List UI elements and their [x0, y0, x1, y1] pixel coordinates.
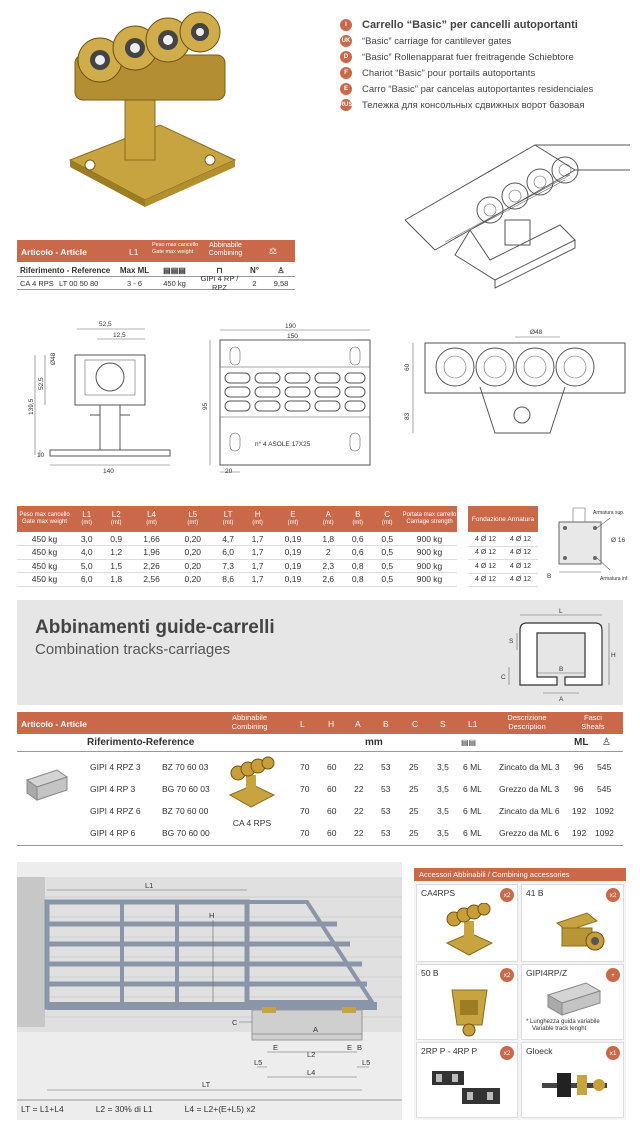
cell: 4 Ø 12 — [509, 562, 531, 570]
acc-badge: x1 — [606, 1046, 620, 1060]
cell: 70 — [300, 828, 310, 838]
cell: 0,8 — [343, 573, 372, 587]
cell: 2 — [252, 278, 257, 288]
cell: 60 — [327, 806, 337, 816]
cell: 1,7 — [243, 546, 272, 560]
50b-bracket-icon — [442, 980, 497, 1038]
cell: 4 Ø 12 — [474, 549, 496, 557]
table-row — [17, 546, 457, 560]
h-article: Articolo - Article — [21, 247, 87, 257]
dimensions-table — [17, 506, 457, 587]
cell: 22 — [354, 784, 364, 794]
combo-table-bottom-rule — [17, 845, 623, 846]
h-s: S — [440, 719, 446, 729]
cell: 3,0 — [72, 532, 101, 546]
cell: 1,5 — [101, 559, 130, 573]
rebar-drawing — [545, 500, 637, 585]
dim-text: 60 — [404, 363, 411, 371]
drawing-top — [202, 323, 370, 475]
table-row — [17, 822, 623, 844]
cell: 900 kg — [402, 559, 457, 573]
flag-e: E — [340, 83, 352, 95]
title-rus — [340, 97, 640, 113]
dim-text: 139,5 — [28, 398, 35, 415]
cell: 6,0 — [213, 546, 242, 560]
cell: 60 — [327, 762, 337, 772]
41b-roller-icon — [547, 903, 607, 958]
cell: 450 kg — [17, 573, 72, 587]
cell: 0,19 — [272, 532, 313, 546]
acc-title-it: Accessori Abbinabili — [419, 870, 486, 879]
hdr: (mt) — [287, 520, 299, 526]
cell: 1092 — [595, 828, 614, 838]
hdr: A — [325, 509, 331, 519]
rebar-label: Ø 16 — [611, 537, 626, 544]
gate-label: A — [313, 1025, 319, 1034]
table-row — [468, 533, 538, 547]
combo-title: Abbinamenti guide-carrelli — [35, 617, 275, 638]
h-b: B — [383, 719, 389, 729]
h-article: Articolo - Article — [21, 719, 87, 729]
cell: 60 — [327, 784, 337, 794]
hdr: (mt) — [81, 520, 93, 526]
dim-text: 10 — [37, 452, 45, 459]
dim-text: 150 — [287, 333, 298, 340]
hdr: LT — [223, 509, 233, 519]
acc-badge: x2 — [500, 1046, 514, 1060]
cell: 6 ML — [463, 828, 482, 838]
cell: 900 kg — [402, 532, 457, 546]
cell: GIPI 4 RPZ 6 — [90, 806, 141, 816]
cell: 25 — [409, 784, 419, 794]
h-combining: Abbinabile Combining — [231, 713, 268, 731]
cell: 2,3 — [314, 559, 343, 573]
cell: 1,7 — [243, 532, 272, 546]
gate-label: L5 — [362, 1058, 371, 1067]
hdr: (mt) — [222, 520, 234, 526]
cell: 1,7 — [243, 573, 272, 587]
cell: 2,56 — [131, 573, 172, 587]
dim-text: n° 4 ASOLE 17X25 — [255, 441, 311, 448]
profile-label: H — [611, 652, 616, 659]
sub-mm: mm — [365, 737, 383, 748]
ref-label: Riferimento - Reference — [20, 265, 111, 275]
cell: 0,6 — [343, 546, 372, 560]
h-h: H — [328, 719, 335, 729]
cell: 6,0 — [72, 573, 101, 587]
hdr: L4 — [147, 509, 156, 519]
carriage-photo — [40, 10, 240, 230]
combo-banner — [17, 600, 623, 705]
cell: 0,20 — [172, 546, 213, 560]
weight-icon: ⚖ — [269, 246, 278, 256]
cell: 6 ML — [463, 784, 482, 794]
cell: 4 Ø 12 — [509, 549, 531, 557]
cell: 450 kg — [17, 559, 72, 573]
profile-label: A — [559, 696, 564, 702]
drawing-side — [28, 321, 170, 475]
cell: BG 70 60 00 — [162, 828, 210, 838]
cell: 4,0 — [72, 546, 101, 560]
sub-ref: Riferimento-Reference — [87, 737, 195, 748]
cell: 3,5 — [437, 806, 449, 816]
combo-table-header — [17, 712, 623, 734]
cell: 1092 — [595, 806, 614, 816]
acc-note — [526, 1019, 600, 1033]
acc-note-1: * Lunghezza guida variabile — [526, 1019, 600, 1025]
hdr: Peso max cancello — [19, 511, 70, 518]
track-carriage-drawing — [395, 130, 635, 300]
cell: 6 ML — [463, 806, 482, 816]
cell: 0,19 — [272, 559, 313, 573]
title-f — [340, 65, 640, 81]
cell: 70 — [300, 806, 310, 816]
gate-label: E — [347, 1043, 353, 1052]
cell: 545 — [597, 784, 612, 794]
cell: 0,20 — [172, 559, 213, 573]
cell: 25 — [409, 762, 419, 772]
cell: 8,6 — [213, 573, 242, 587]
cell: 0,19 — [272, 573, 313, 587]
track-icon: ▤▤▤ — [163, 265, 186, 275]
rebar-label: B — [547, 573, 552, 580]
track-icon: ▤▤ — [461, 738, 477, 747]
title-d — [340, 49, 640, 65]
drawing-front — [404, 329, 625, 433]
accessory-card — [521, 1042, 624, 1118]
table-row — [17, 756, 623, 778]
cell: 3,5 — [437, 762, 449, 772]
hdr: (mt) — [146, 520, 157, 526]
cell: GIPI 4 RPZ 3 — [90, 762, 141, 772]
title-rus-text: Тележка для консольных сдвижных ворот базовая — [362, 99, 585, 111]
acc-note-2: Variable track lenght — [532, 1026, 587, 1032]
n-label: N° — [250, 265, 259, 275]
maxml-label: Max ML — [119, 265, 150, 275]
cell: 5,0 — [72, 559, 101, 573]
cell: 53 — [381, 784, 391, 794]
cell: 0,5 — [372, 532, 402, 546]
gate-label: B — [357, 1043, 363, 1052]
accessory-card — [416, 884, 518, 962]
cell: 3 - 6 — [126, 278, 142, 288]
formula: L4 = L2+(E+L5) x2 — [184, 1104, 256, 1114]
hdr: (mt) — [110, 520, 122, 526]
cell: 1,8 — [101, 573, 130, 587]
ca4rps-icon — [442, 903, 497, 958]
dim-text: 12,5 — [113, 332, 126, 339]
article-table — [17, 264, 295, 290]
hdr: L2 — [111, 509, 121, 519]
gate-label: LT — [202, 1080, 211, 1089]
formula: L2 = 30% di L1 — [95, 1104, 153, 1114]
h-c: C — [412, 719, 419, 729]
cell: 9,58 — [273, 278, 289, 288]
hdr: L5 — [188, 509, 198, 519]
cell: 2,26 — [131, 559, 172, 573]
acc-name: GIPI4RP/Z — [526, 968, 568, 978]
gate-panel — [17, 862, 402, 1120]
multilingual-titles — [340, 17, 640, 113]
cell: 25 — [409, 828, 419, 838]
combo-subtitle: Combination tracks-carriages — [35, 641, 231, 658]
cell: 900 kg — [402, 573, 457, 587]
cell: 4 Ø 12 — [474, 535, 496, 543]
flag-f: F — [340, 67, 352, 79]
article-row — [17, 274, 295, 292]
cell: 2 — [314, 546, 343, 560]
hdr: (mt) — [381, 520, 393, 526]
hdr: C — [384, 509, 391, 519]
cell: BZ 70 60 03 — [162, 762, 209, 772]
cell: 6 ML — [463, 762, 482, 772]
title-e-text: Carro “Basic” par cancelas autoportantes residenciales — [362, 83, 594, 95]
table-row — [17, 778, 623, 800]
cell: 450 kg — [17, 532, 72, 546]
cell: 192 — [572, 806, 587, 816]
track-profile-drawing — [487, 605, 617, 702]
gloeck-stopper-icon — [537, 1061, 617, 1111]
cell: 0,20 — [172, 573, 213, 587]
cell: GIPI 4 RP 3 — [90, 784, 136, 794]
cell: 22 — [354, 806, 364, 816]
hdr: E — [290, 509, 296, 519]
cell: 53 — [381, 806, 391, 816]
cell: 60 — [327, 828, 337, 838]
dim-text: Ø48 — [530, 329, 543, 336]
cell: Zincato da ML 3 — [499, 762, 560, 772]
cell: 1,7 — [243, 559, 272, 573]
title-d-text: “Basic” Rollenapparat fuer freitragende Schiebtore — [362, 51, 574, 63]
accessories-header: Accessori Abbinabili / Combining accessories — [414, 868, 626, 881]
profile-label: C — [501, 674, 506, 681]
profile-label: S — [509, 638, 514, 645]
profile-label: L — [559, 608, 563, 615]
dim-text: 140 — [103, 468, 114, 475]
cell: 900 kg — [402, 546, 457, 560]
hdr: L1 — [82, 509, 92, 519]
cell: BZ 70 60 00 — [162, 806, 209, 816]
flag-rus: RUS — [340, 99, 352, 111]
article-table-header — [17, 240, 295, 262]
dim-text: 20 — [225, 468, 233, 475]
hdr: Portata max carrello — [402, 511, 457, 518]
dim-text: Ø48 — [50, 352, 57, 365]
dim-text: 95 — [202, 402, 209, 410]
gate-label: L4 — [307, 1068, 316, 1077]
flag-it: I — [340, 19, 352, 31]
title-it — [340, 17, 640, 33]
technical-drawings — [15, 315, 630, 475]
accessory-card — [416, 964, 518, 1040]
accessories-panel — [414, 868, 626, 1120]
accessory-card — [416, 1042, 518, 1118]
cell: 1,2 — [101, 546, 130, 560]
cell: 7,3 — [213, 559, 242, 573]
cell: 53 — [381, 828, 391, 838]
table-row — [17, 559, 457, 573]
cell: 4 Ø 12 — [474, 562, 496, 570]
h-combining: Abbinabile Combining — [208, 242, 243, 257]
title-f-text: Chariot “Basic” pour portails autoportants — [362, 67, 536, 79]
cell: LT 00 50 80 — [59, 278, 99, 288]
combo-carriage-label: CA 4 RPS — [232, 818, 272, 828]
hdr: Gate max weight — [21, 519, 68, 525]
combo-rows — [17, 756, 623, 844]
title-it-text: Carrello “Basic” per cancelli autoportanti — [362, 19, 578, 31]
hdr: H — [254, 509, 261, 519]
profile-icon: ⊓ — [216, 265, 223, 275]
dim-text: 83 — [404, 412, 411, 420]
gate-label: E — [273, 1043, 279, 1052]
h-description: Descrizione Description — [507, 713, 547, 731]
acc-name: 41 B — [526, 888, 544, 898]
table-row — [17, 532, 457, 546]
cell: 0,9 — [101, 532, 130, 546]
cell: 25 — [409, 806, 419, 816]
accessory-card — [521, 964, 624, 1040]
gate-label: L5 — [254, 1058, 263, 1067]
gate-label: L1 — [145, 881, 154, 890]
weight-icon-2: ♙ — [277, 265, 285, 275]
cell: BG 70 60 03 — [162, 784, 210, 794]
hdr: (mt) — [252, 520, 263, 526]
hdr: Carriage strength — [406, 519, 453, 525]
cell: 0,5 — [372, 559, 402, 573]
table-row — [17, 800, 623, 822]
gate-drawing — [17, 862, 402, 1120]
acc-badge: x2 — [606, 888, 620, 902]
cell: 0,8 — [343, 559, 372, 573]
cell: 0,20 — [172, 532, 213, 546]
cell: 22 — [354, 762, 364, 772]
table-row — [468, 560, 538, 574]
h-l1: L1 — [468, 719, 478, 729]
sub-ml: ML — [574, 737, 589, 748]
foundation-header: Fondazione Armatura — [468, 506, 538, 532]
cell: 4 Ø 12 — [509, 576, 531, 584]
cell: 96 — [574, 784, 584, 794]
gate-label: C — [232, 1018, 238, 1027]
h-weight: Peso max cancello Gate max weight — [152, 242, 199, 255]
acc-title-en: Combining accessories — [491, 870, 570, 879]
cell: GIPI 4 RP 6 — [90, 828, 136, 838]
cell: 450 kg — [163, 278, 186, 288]
cell: CA 4 RPS — [20, 278, 54, 288]
cell: 1,66 — [131, 532, 172, 546]
h-sheafs: Fasci Sheafs — [581, 713, 605, 731]
acc-name: CA4RPS — [421, 888, 456, 898]
rebar-label: Armatura sup. — [593, 510, 625, 516]
dim-table-header — [17, 506, 457, 532]
cell: 96 — [574, 762, 584, 772]
flag-uk: UK — [340, 35, 352, 47]
acc-name: 50 B — [421, 968, 439, 978]
title-e — [340, 81, 640, 97]
table-row — [17, 573, 457, 587]
table-row — [468, 547, 538, 561]
cell: Grezzo da ML 3 — [499, 784, 560, 794]
cell: 545 — [597, 762, 612, 772]
cell: 3,5 — [437, 784, 449, 794]
hdr: (mt) — [187, 520, 199, 526]
combo-subheader — [17, 734, 623, 752]
title-uk-text: “Basic” carriage for cantilever gates — [362, 35, 512, 47]
accessory-card — [521, 884, 624, 962]
cell: 0,19 — [272, 546, 313, 560]
hdr: B — [355, 509, 361, 519]
acc-name: 2RP P - 4RP P — [421, 1046, 478, 1056]
cell: Zincato da ML 6 — [499, 806, 560, 816]
cell: 70 — [300, 784, 310, 794]
cell: 22 — [354, 828, 364, 838]
cell: 4 Ø 12 — [474, 576, 496, 584]
cell: 53 — [381, 762, 391, 772]
h-a: A — [355, 719, 361, 729]
gipi-track-icon — [544, 981, 604, 1019]
cell: 1,8 — [314, 532, 343, 546]
acc-badge: + — [606, 968, 620, 982]
gate-formulas — [21, 1104, 401, 1114]
cell: 192 — [572, 828, 587, 838]
gate-label: L2 — [307, 1050, 316, 1059]
cell: 0,6 — [343, 532, 372, 546]
cell: 4 Ø 12 — [509, 535, 531, 543]
dim-text: 52,5 — [99, 321, 112, 328]
cell: 3,5 — [437, 828, 449, 838]
weight-icon: ♙ — [602, 737, 611, 748]
cell: 1,96 — [131, 546, 172, 560]
end-caps-icon — [427, 1063, 512, 1115]
rebar-label: Armatura inf. — [600, 576, 629, 582]
dim-text: 52,5 — [38, 377, 45, 390]
acc-name: Gloeck — [526, 1046, 553, 1056]
cell: 2,6 — [314, 573, 343, 587]
cell: 70 — [300, 762, 310, 772]
hdr: (mt) — [322, 520, 334, 526]
cell: 450 kg — [17, 546, 72, 560]
dim-text: 190 — [285, 323, 296, 330]
cell: 4,7 — [213, 532, 242, 546]
h-l: L — [300, 719, 305, 729]
title-uk — [340, 33, 640, 49]
hdr: (mt) — [352, 520, 364, 526]
flag-d: D — [340, 51, 352, 63]
cell: GIPI 4 RP / RPZ — [200, 274, 239, 292]
acc-badge: x2 — [500, 968, 514, 982]
cell: 0,5 — [372, 573, 402, 587]
cell: Grezzo da ML 6 — [499, 828, 560, 838]
table-row — [468, 574, 538, 588]
h-l1: L1 — [129, 247, 139, 257]
foundation-table — [468, 533, 538, 587]
acc-badge: x2 — [500, 888, 514, 902]
profile-label: B — [559, 666, 564, 673]
formula: LT = L1+L4 — [21, 1104, 64, 1114]
cell: 0,5 — [372, 546, 402, 560]
gate-label: H — [209, 911, 215, 920]
